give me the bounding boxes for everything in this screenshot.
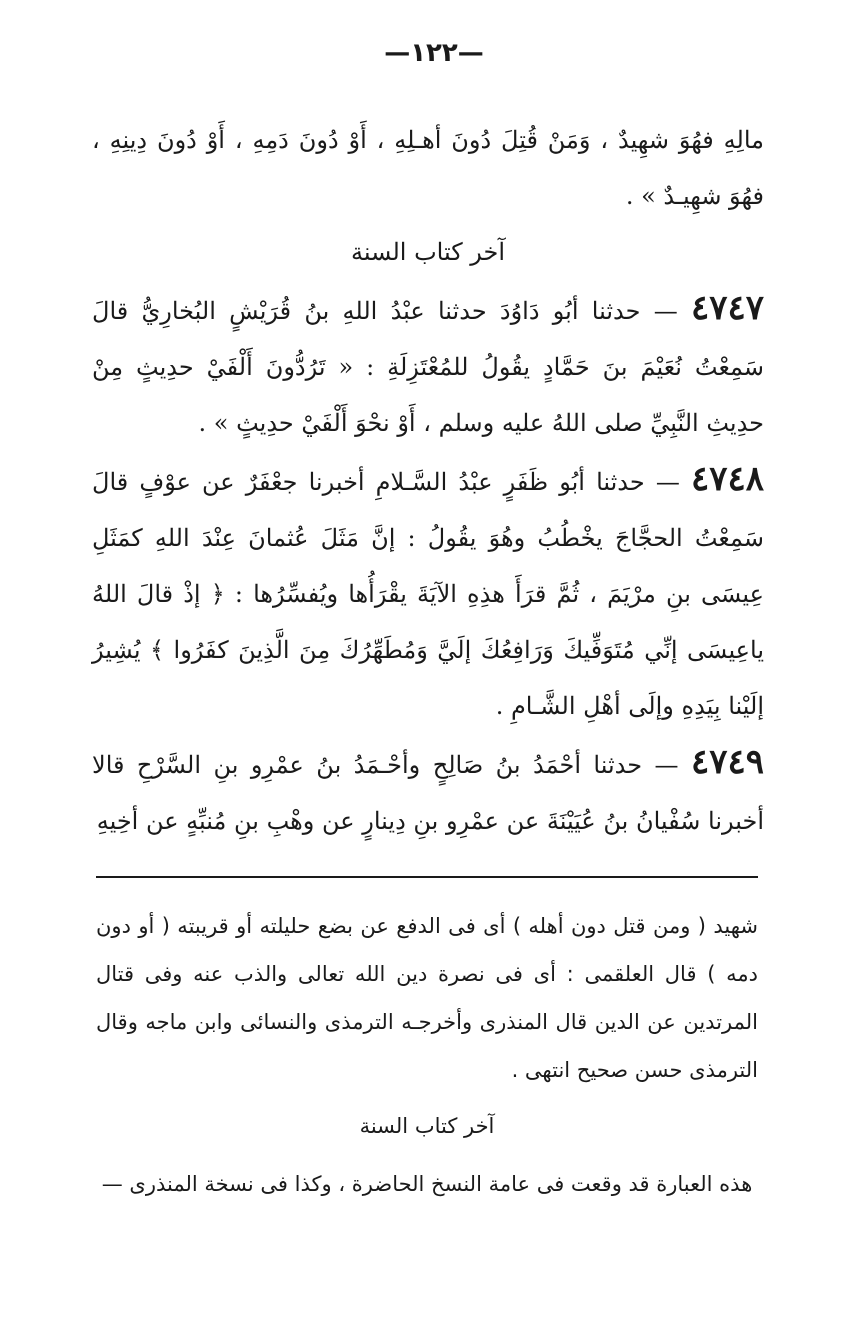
footnote-section-title: آخر كتاب السنة (359, 1114, 495, 1138)
page-number: —١٢٢— (384, 38, 484, 68)
hadith-4749 (92, 734, 764, 849)
hadith-4748 (92, 451, 764, 734)
hadith-number: ٤٧٤٧ (690, 288, 764, 328)
hadith-text: — حدثنا أحْمَدُ بنُ صَالِحٍ وأحْـمَدُ بنُ عمْرِو بنِ السَّرْحِ قالا أخبرنا سُفْيانُ بنُ عُيَيْنَةَ عن عمْرِو بنِ دِينارٍ عن وهْبِ بنِ مُنبِّهٍ عن أخِيهِ (92, 751, 764, 835)
section-title: آخر كتاب السنة (350, 238, 506, 266)
footnote-divider (96, 876, 758, 878)
hadith-number: ٤٧٤٩ (690, 742, 764, 782)
hadith-text: — حدثنا أبُو ظَفَرٍ عبْدُ السَّـلامِ أخبرنا جعْفَرٌ عن عوْفٍ قالَ سَمِعْتُ الحجَّاجَ يخْطُبُ وهُوَ يقُولُ : إنَّ مَثَلَ عُثمانَ عِنْدَ اللهِ كمَثَلِ عِيسَى بنِ مرْيَمَ ، ثُمَّ قرَأَ هذِهِ الآيَةَ يقْرَأُها ويُفسِّرُها : ﴿ إذْ قالَ اللهُ ياعِيسَى إنِّي مُتَوَفِّيكَ وَرَافِعُكَ إلَيَّ وَمُطَهِّرُكَ مِنَ الَّذِينَ كفَرُوا ﴾ يُشِيرُ إلَيْنا بِيَدِهِ وإلَى أهْلِ الشَّـامِ . (92, 468, 764, 720)
hadith-4747 (92, 280, 764, 451)
main-paragraph-continuation: مالِهِ فهُوَ شهِيدٌ ، وَمَنْ قُتِلَ دُونَ أهـلِهِ ، أَوْ دُونَ دَمِهِ ، أَوْ دُونَ دِينِهِ ، فهُوَ شهِيـدٌ » . (92, 126, 764, 210)
hadith-text: — حدثنا أبُو دَاوُدَ حدثنا عبْدُ اللهِ بنُ قُرَيْشٍ البُخارِيُّ قالَ سَمِعْتُ نُعَيْمَ بنَ حَمَّادٍ يقُولُ للمُعْتَزِلَةِ : « تَرُدُّونَ أَلْفَيْ حدِيثٍ مِنْ حدِيثِ النَّبِيِّ صلى اللهُ عليه وسلم ، أَوْ نحْوَ أَلْفَيْ حدِيثٍ » . (92, 297, 764, 437)
footnote-paragraph: شهيد ( ومن قتل دون أهله ) أى فى الدفع عن بضع حليلته أو قريبته ( أو دون دمه ) قال العلقمى : أى فى نصرة دين الله تعالى والذب عنه وفى قتال المرتدين عن الدين قال المنذرى وأخرجـه الترمذى والنسائى وابن ماجه وقال الترمذى حسن صحيح انتهى . (96, 914, 758, 1082)
footnote-note: هذه العبارة قد وقعت فى عامة النسخ الحاضرة ، وكذا فى نسخة المنذرى — (101, 1172, 753, 1196)
hadith-number: ٤٧٤٨ (690, 459, 764, 499)
footnotes (96, 902, 758, 1208)
main-text (92, 112, 764, 849)
